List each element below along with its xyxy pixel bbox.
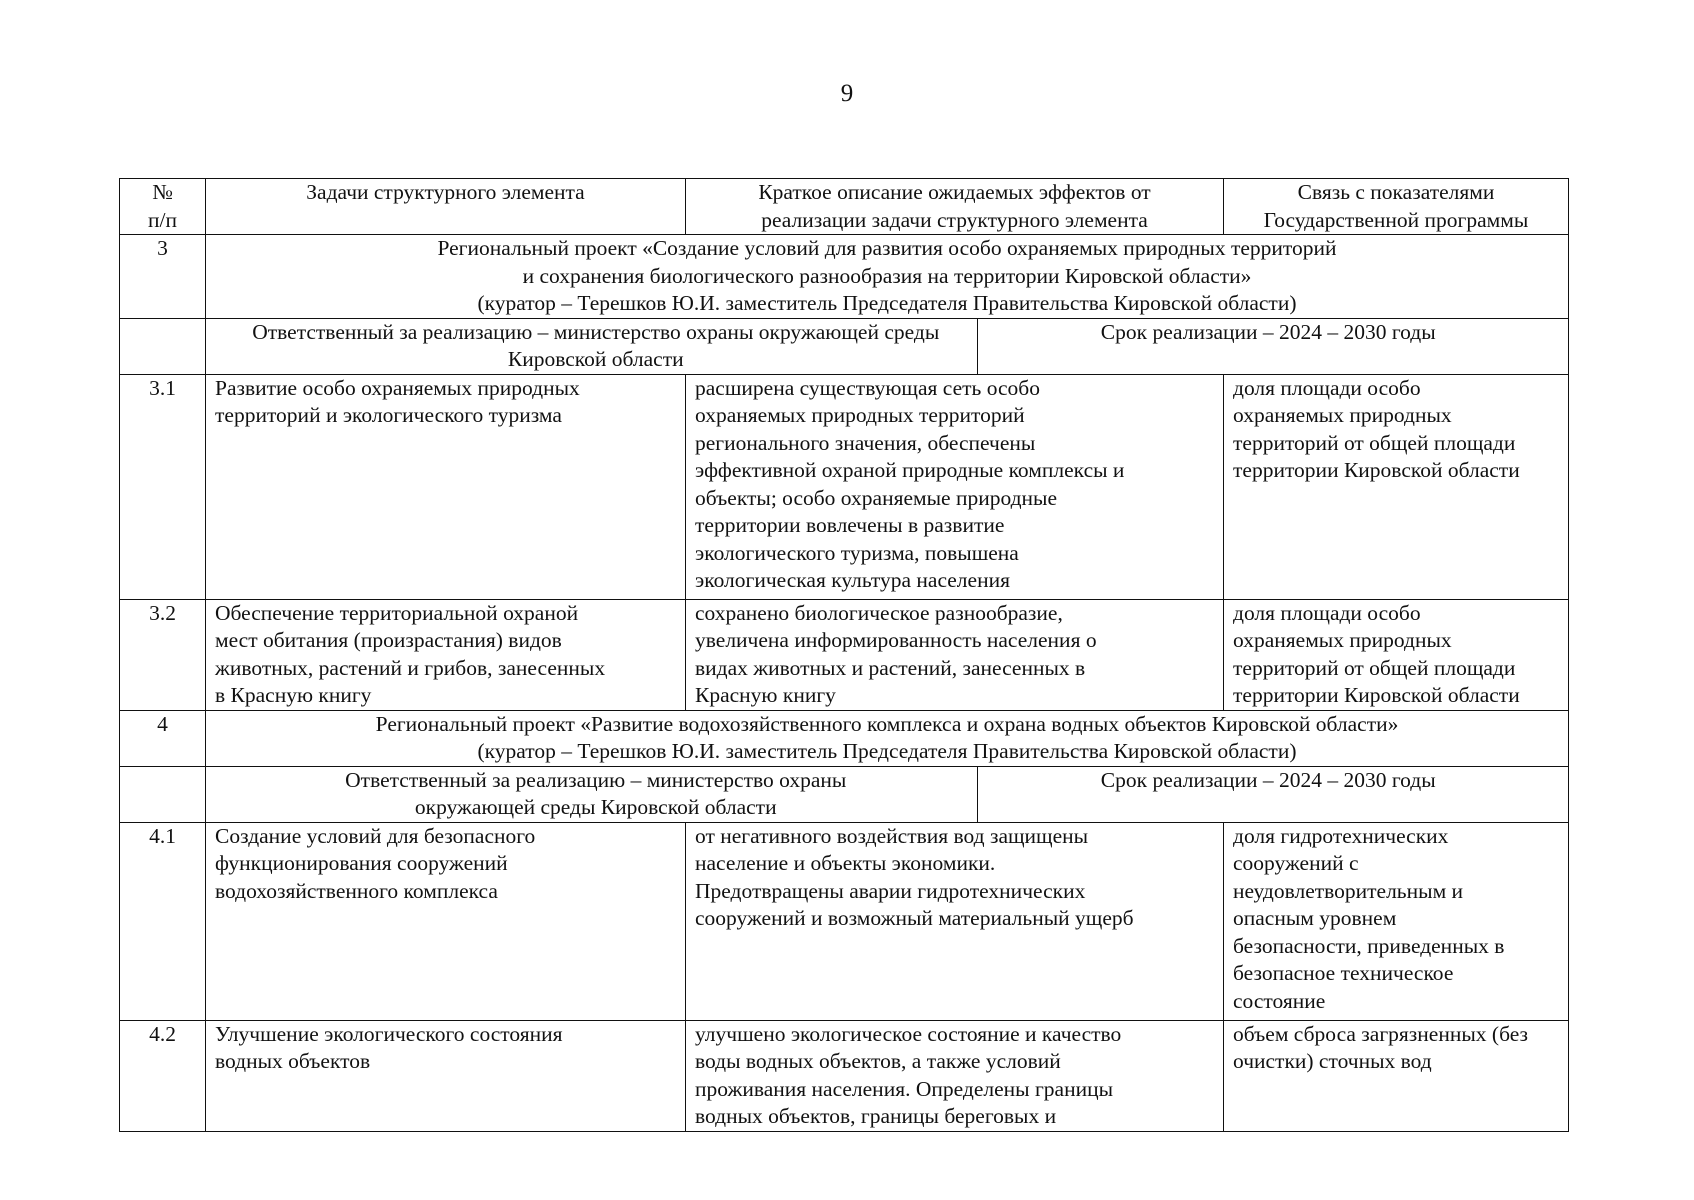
indicator-cell [1224,822,1569,1020]
task-line: Улучшение экологического состояния [215,1021,563,1046]
effect-line: увеличена информированность населения о [695,628,1097,652]
task-num: 4.2 [149,1021,176,1046]
responsible-row [120,766,1569,822]
indicator-line: доля площади особо [1233,375,1421,400]
responsible-row [120,318,1569,374]
empty-num-cell [120,318,206,374]
task-num: 3.1 [149,375,176,400]
header-effects-line: реализации задачи структурного элемента [761,207,1148,232]
header-num-line: п/п [148,207,177,232]
effect-cell [686,599,1224,710]
effect-cell [686,374,1224,599]
task-line: мест обитания (произрастания) видов [215,628,562,652]
header-effects-cell [686,179,1224,235]
indicator-line: безопасное техническое [1233,961,1454,985]
indicator-line: территории Кировской области [1233,458,1520,482]
effect-line: эффективной охраной природные комплексы и [695,458,1125,482]
effect-line: охраняемых природных территорий [695,403,1025,427]
indicator-line: очистки) сточных вод [1233,1049,1432,1073]
task-num-cell [120,374,206,599]
effect-line: улучшено экологическое состояние и качество [695,1021,1122,1046]
header-link-line: Связь с показателями [1297,180,1495,204]
task-row [120,599,1569,710]
header-num-line: № [152,180,173,204]
effect-line: Красную книгу [695,683,836,707]
project-num: 4 [157,711,168,736]
project-title-line: Региональный проект «Развитие водохозяйственного комплекса и охрана водных объектов Кировской области» [375,711,1399,736]
responsible-text-cell [215,767,977,822]
project-title-row [120,235,1569,319]
deadline-text: Срок реализации – 2024 – 2030 годы [1100,767,1436,792]
task-line: функционирования сооружений [215,851,508,875]
deadline-cell [977,319,1559,374]
project-title-line: и сохранения биологического разнообразия на территории Кировской области» [522,263,1252,288]
task-num: 4.1 [149,823,176,848]
header-tasks: Задачи структурного элемента [306,180,585,204]
header-tasks-cell [206,179,686,235]
project-num-cell [120,710,206,766]
task-cell [206,599,686,710]
effect-line: регионального значения, обеспечены [695,430,1036,455]
task-num-cell [120,599,206,710]
indicator-line: доля гидротехнических [1233,823,1449,848]
project-title-cell [206,235,1569,319]
project-title-row [120,710,1569,766]
indicator-line: неудовлетворительным и [1233,878,1464,903]
task-num-cell [120,822,206,1020]
responsible-inner-row [215,319,1559,374]
responsible-cell [206,318,1569,374]
effect-line: население и объекты экономики. [695,851,996,875]
task-line: животных, растений и грибов, занесенных [215,655,606,680]
task-cell [206,374,686,599]
responsible-text-cell [215,319,977,374]
project-title-line: (куратор – Терешков Ю.И. заместитель Председателя Правительства Кировской области) [477,739,1297,763]
empty-num-cell [120,766,206,822]
project-title-cell [206,710,1569,766]
effect-line: сохранено биологическое разнообразие, [695,600,1063,625]
deadline-cell [977,767,1559,822]
effect-line: видах животных и растений, занесенных в [695,655,1086,680]
task-line: Развитие особо охраняемых природных [215,375,580,400]
task-num: 3.2 [149,600,176,625]
task-cell [206,822,686,1020]
effect-line: экологического туризма, повышена [695,540,1019,565]
task-row [120,374,1569,599]
indicator-line: охраняемых природных [1233,403,1452,427]
effect-line: объекты; особо охраняемые природные [695,485,1058,510]
responsible-cell [206,766,1569,822]
effect-line: от негативного воздействия вод защищены [695,823,1089,848]
responsible-line: Ответственный за реализацию – министерство охраны [345,767,847,792]
task-row [120,822,1569,1020]
indicator-line: состояние [1233,988,1326,1013]
task-row [120,1020,1569,1131]
deadline-text: Срок реализации – 2024 – 2030 годы [1100,319,1436,344]
responsible-inner-table [215,767,1559,822]
indicator-line: территории Кировской области [1233,683,1520,707]
task-line: водных объектов [215,1049,371,1073]
project-title-line: (куратор – Терешков Ю.И. заместитель Председателя Правительства Кировской области) [477,291,1297,315]
responsible-inner-table [215,319,1559,374]
task-line: в Красную книгу [215,683,372,707]
responsible-line: Кировской области [507,347,684,371]
task-line: водохозяйственного комплекса [215,878,498,903]
indicator-line: доля площади особо [1233,600,1421,625]
responsible-line: окружающей среды Кировской области [414,795,777,819]
task-cell [206,1020,686,1131]
header-link-cell [1224,179,1569,235]
effect-cell [686,1020,1224,1131]
task-line: Создание условий для безопасного [215,823,536,848]
page-number: 9 [840,80,854,107]
responsible-line: Ответственный за реализацию – министерство охраны окружающей среды [252,319,940,344]
indicator-line: охраняемых природных [1233,628,1452,652]
indicator-cell [1224,1020,1569,1131]
task-num-cell [120,1020,206,1131]
indicator-cell [1224,599,1569,710]
project-num: 3 [157,236,168,260]
header-link-line: Государственной программы [1263,207,1529,232]
effect-cell [686,822,1224,1020]
indicator-line: безопасности, приведенных в [1233,933,1505,958]
indicator-line: опасным уровнем [1233,906,1397,930]
header-num-cell [120,179,206,235]
indicator-line: территорий от общей площади [1233,655,1516,680]
project-num-cell [120,235,206,319]
responsible-inner-row [215,767,1559,822]
task-line: Обеспечение территориальной охраной [215,600,579,625]
indicator-line: объем сброса загрязненных (без [1233,1021,1529,1046]
effect-line: экологическая культура населения [695,568,1010,592]
effect-line: водных объектов, границы береговых и [695,1104,1057,1128]
effect-line: сооружений и возможный материальный ущерб [695,906,1134,930]
effect-line: территории вовлечены в развитие [695,513,1005,537]
project-title-line: Региональный проект «Создание условий для развития особо охраняемых природных территорий [437,236,1337,260]
effect-line: Предотвращены аварии гидротехнических [695,878,1086,903]
indicator-line: территорий от общей площади [1233,430,1516,455]
program-table [119,178,1569,1132]
header-effects-line: Краткое описание ожидаемых эффектов от [758,180,1151,204]
task-line: территорий и экологического туризма [215,403,562,427]
indicator-line: сооружений с [1233,851,1359,875]
effect-line: проживания населения. Определены границы [695,1076,1114,1101]
effect-line: воды водных объектов, а также условий [695,1049,1061,1073]
header-row [120,179,1569,235]
effect-line: расширена существующая сеть особо [695,375,1040,400]
indicator-cell [1224,374,1569,599]
